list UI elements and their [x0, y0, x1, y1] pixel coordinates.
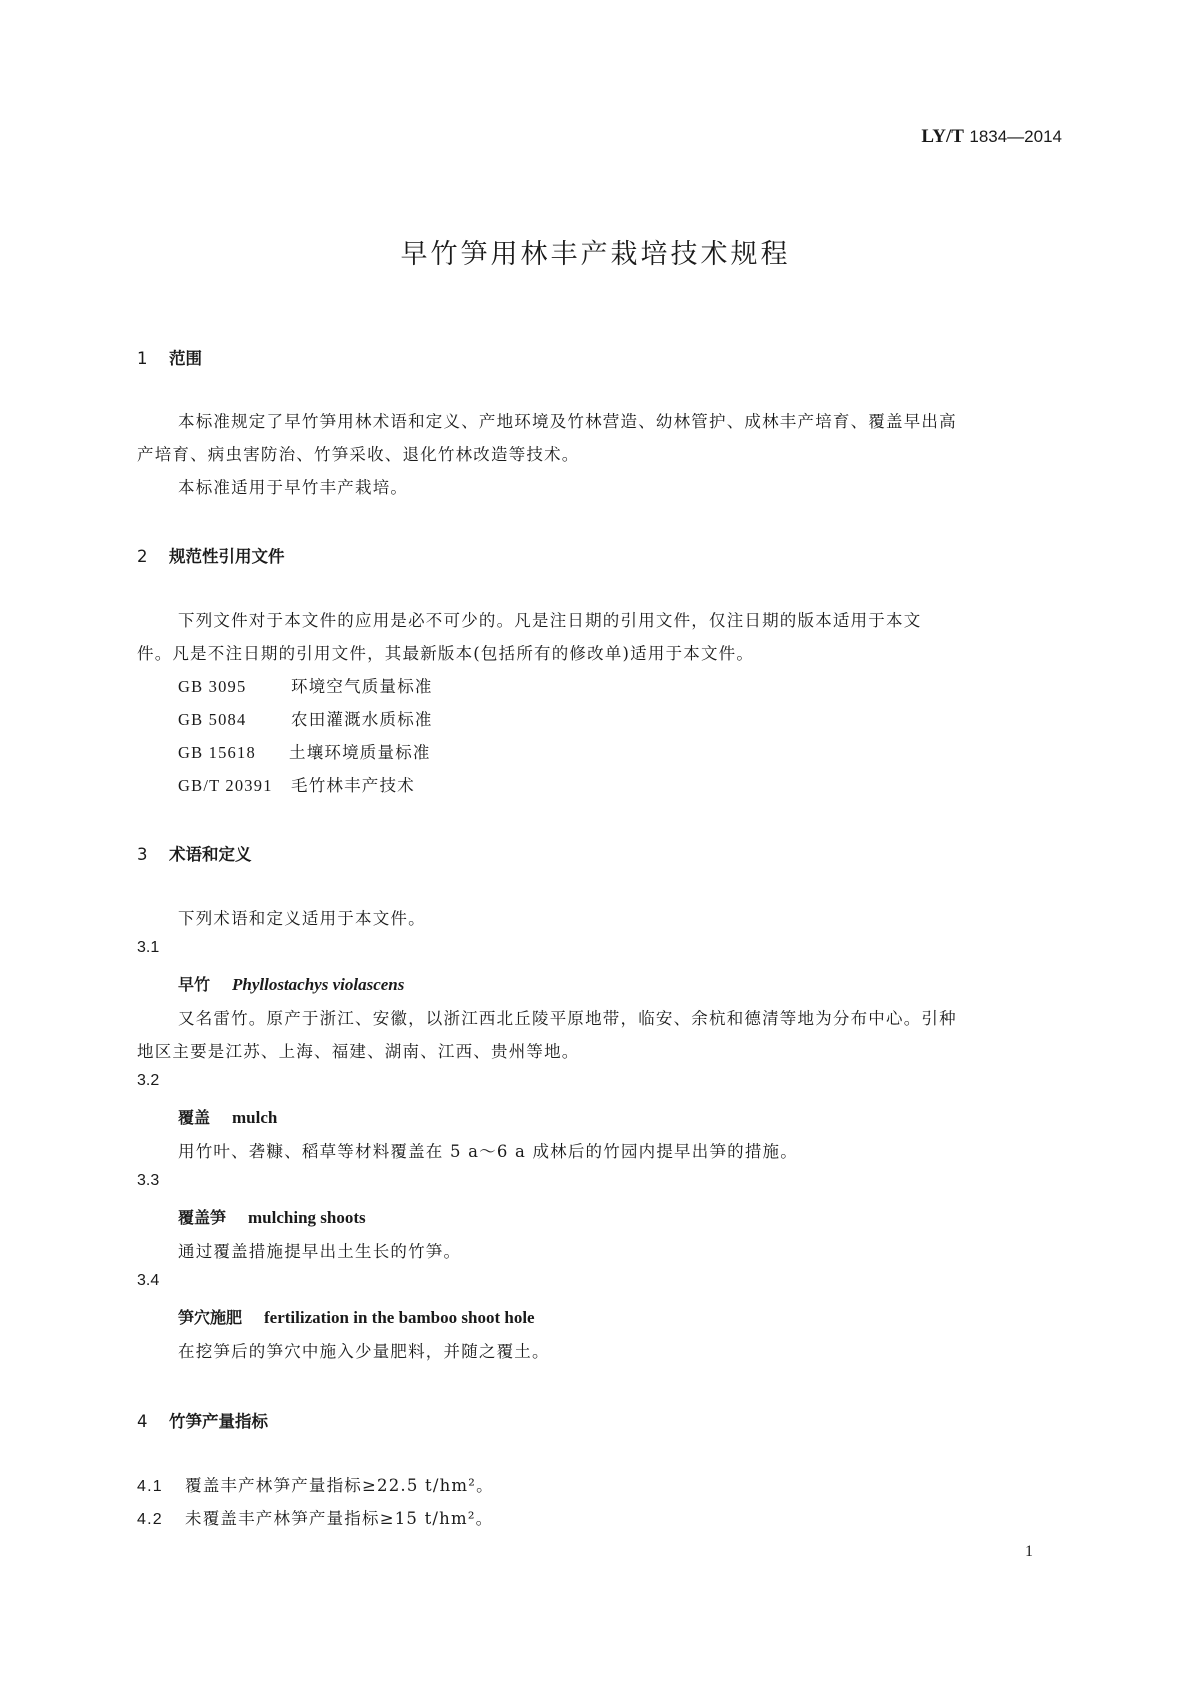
section-1-para1-line2: 产培育、病虫害防治、竹笋采收、退化竹林改造等技术。 — [137, 445, 580, 464]
reference-item: GB/T 20391 毛竹林丰产技术 — [178, 776, 415, 795]
term-3-1-heading: 早竹 Phyllostachys violascens — [178, 975, 405, 994]
section-3-intro: 下列术语和定义适用于本文件。 — [178, 909, 426, 928]
term-3-1-definition-line1: 又名雷竹。原产于浙江、安徽，以浙江西北丘陵平原地带，临安、余杭和德清等地为分布中心。引种 — [178, 1009, 957, 1028]
document-title: 早竹笋用林丰产栽培技术规程 — [400, 239, 791, 270]
term-3-2-heading: 覆盖 mulch — [178, 1108, 278, 1127]
page-number: 1 — [1025, 1543, 1033, 1560]
term-3-3-number: 3.3 — [137, 1172, 160, 1189]
term-3-2-number: 3.2 — [137, 1072, 160, 1089]
term-3-4-definition: 在挖笋后的笋穴中施入少量肥料，并随之覆土。 — [178, 1342, 550, 1361]
yield-item: 4.2 未覆盖丰产林笋产量指标≥15 t/hm²。 — [137, 1509, 494, 1528]
section-2-para-line2: 件。凡是不注日期的引用文件，其最新版本(包括所有的修改单)适用于本文件。 — [137, 644, 755, 663]
section-3-heading: 3 术语和定义 — [137, 845, 252, 864]
term-3-1-definition-line2: 地区主要是江苏、上海、福建、湖南、江西、贵州等地。 — [137, 1042, 580, 1061]
section-2-heading: 2 规范性引用文件 — [137, 547, 285, 566]
standard-code — [921, 126, 1062, 148]
section-1-para1-line1: 本标准规定了早竹笋用林术语和定义、产地环境及竹林营造、幼林管护、成林丰产培育、覆盖早出高 — [178, 412, 957, 431]
term-3-3-definition: 通过覆盖措施提早出土生长的竹笋。 — [178, 1242, 462, 1261]
term-3-2-definition: 用竹叶、砻糠、稻草等材料覆盖在 5 a～6 a 成林后的竹园内提早出笋的措施。 — [178, 1142, 798, 1161]
standard-code-number: 1834—2014 — [969, 127, 1062, 146]
section-1-heading: 1 范围 — [137, 349, 202, 368]
section-1-para2: 本标准适用于早竹丰产栽培。 — [178, 478, 409, 497]
term-3-1-number: 3.1 — [137, 939, 160, 956]
term-3-3-heading: 覆盖笋 mulching shoots — [178, 1208, 366, 1227]
standard-code-prefix: LY/T — [921, 126, 964, 147]
term-3-4-number: 3.4 — [137, 1272, 160, 1289]
reference-item: GB 15618 土壤环境质量标准 — [178, 743, 431, 762]
section-2-para-line1: 下列文件对于本文件的应用是必不可少的。凡是注日期的引用文件，仅注日期的版本适用于本文 — [178, 611, 922, 630]
term-3-4-heading: 笋穴施肥 fertilization in the bamboo shoot hole — [178, 1308, 535, 1327]
reference-item: GB 3095 环境空气质量标准 — [178, 677, 433, 696]
section-4-heading: 4 竹笋产量指标 — [137, 1412, 268, 1431]
reference-item: GB 5084 农田灌溉水质标准 — [178, 710, 433, 729]
yield-item: 4.1 覆盖丰产林笋产量指标≥22.5 t/hm²。 — [137, 1476, 494, 1495]
